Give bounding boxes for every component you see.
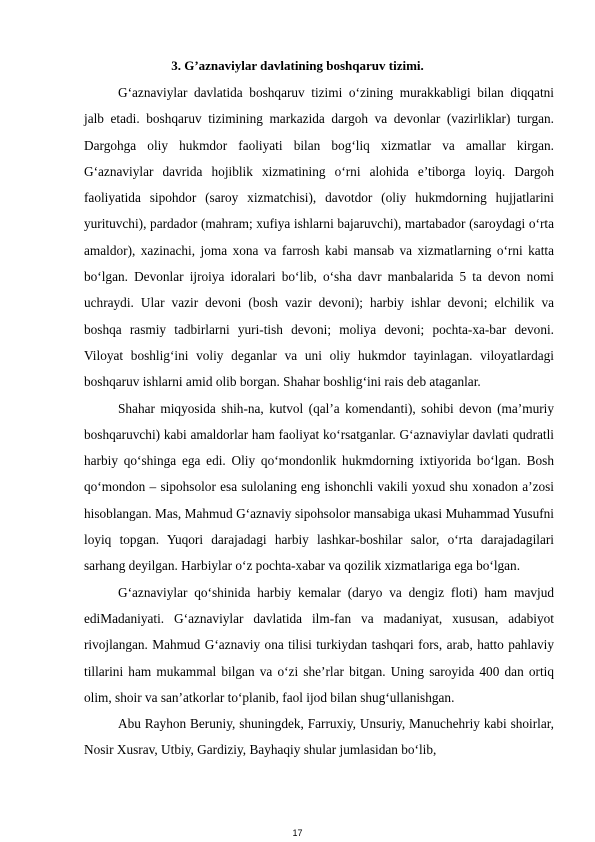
paragraph: G‘aznaviylar davlatida boshqaruv tizimi o‘zining murakkabligi bilan diqqatni jalb etadi. boshqaruv tizimining markazida dargoh va devonlar (vazirliklar) turgan. Dargohga oliy hukmdor faoliyati bilan bog‘liq xizmatlar va amallar kirgan. G‘aznaviylar davrida hojiblik xizmatining o‘rni alohida e’tiborga loyiq. Dargoh faoliyatida sipohdor (saroy xizmatchisi), davotdor (oliy hukmdorning hujjatlarini yurituvchi), pardador (mahram; xufiya ishlarni bajaruvchi), martabador (saroydagi o‘rta amaldor), xazinachi, joma xona va farrosh kabi mansab va xizmatlarning o‘rni katta bo‘lgan. Devonlar ijroiya idoralari bo‘lib, o‘sha davr manbalarida 5 ta devon nomi uchraydi. Ular vazir devoni (bosh vazir devoni); harbiy ishlar devoni; elchilik va boshqa rasmiy tadbirlarni yuri-tish devoni; moliya devoni; pochta-xa-bar devoni. Viloyat boshlig‘ini voliy deganlar va uni oliy hukmdor tayinlagan. viloyatlardagi boshqaruv ishlarni amid olib borgan. Shahar boshlig‘ini rais deb ataganlar. [84, 85, 554, 390]
section-title: 3. G’aznaviylar davlatining boshqaruv tizimi. [171, 58, 424, 73]
paragraph: Abu Rayhon Beruniy, shuningdek, Farruxiy, Unsuriy, Manuchehriy kabi shoirlar, Nosir Xusrav, Utbiy, Gardiziy, Bayhaqiy shular jumlasidan bo‘lib, [84, 716, 554, 758]
paragraph: G‘aznaviylar qo‘shinida harbiy kemalar (daryo va dengiz floti) ham mavjud ediMadaniyati. G‘aznaviylar davlatida ilm-fan va madaniyat, xususan, adabiyot rivojlangan. Mahmud G‘aznaviy ona tilisi turkiydan tashqari fors, arab, hatto pahlaviy tillarini ham mukammal bilgan va o‘zi she’rlar bitgan. Uning saroyida 400 dan ortiq olim, shoir va san’atkorlar to‘planib, faol ijod bilan shug‘ullanishgan. [84, 584, 554, 705]
page-number: 17 [292, 828, 303, 838]
paragraph: Shahar miqyosida shih-na, kutvol (qal’a komendanti), sohibi devon (ma’muriy boshqaruvchi) kabi amaldorlar ham faoliyat ko‘rsatganlar. G‘aznaviylar davlati qudratli harbiy qo‘shinga ega edi. Oliy qo‘mondonlik hukmdorning ixtiyorida bo‘lgan. Bosh qo‘mondon – sipohsolor esa sulolaning eng ishonchli vakili yoxud shu xonadon a’zosi hisoblangan. Mas, Mahmud G‘aznaviy sipohsolor mansabiga ukasi Muhammad Yusufni loyiq topgan. Yuqori darajadagi harbiy lashkar-boshilar salor, o‘rta darajadagilari sarhang deyilgan. Harbiylar o‘z pochta-xabar va qozilik xizmatlariga ega bo‘lgan. [84, 400, 554, 574]
document-body [84, 80, 554, 764]
